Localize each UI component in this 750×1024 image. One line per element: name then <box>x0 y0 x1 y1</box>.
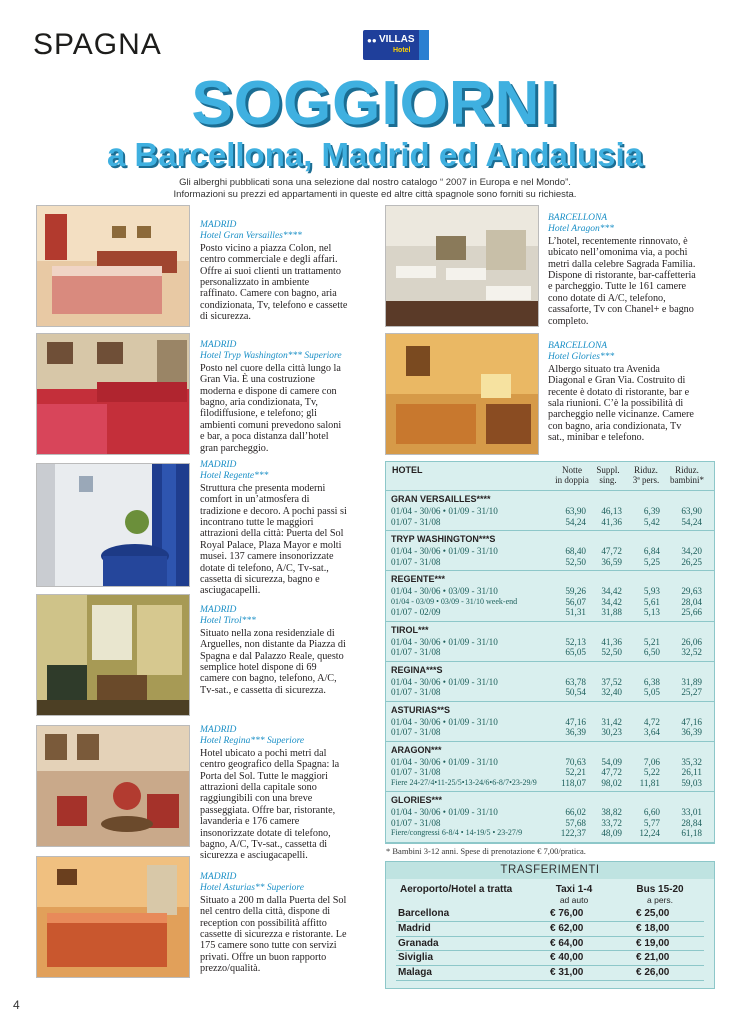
rate-period: 01/04 - 30/06 • 01/09 - 31/10 <box>391 807 498 817</box>
col-riduz3-label: Riduz. <box>634 465 658 475</box>
table-row <box>386 637 714 648</box>
page-number: 4 <box>13 998 20 1012</box>
col-route: Aeroporto/Hotel a tratta <box>400 884 513 895</box>
col-bus-label: Bus 15-20 <box>636 884 684 895</box>
hotel-city: BARCELLONA <box>548 341 608 351</box>
rate-period: 01/07 - 02/09 <box>391 607 441 617</box>
hotel-description: L’hotel, recentemente rinnovato, è ubicato nell’omonima via, a pochi metri dalla celebre Sagrada Familia. Dispone di ristorante, bar-caffetteria e parcheggio. Tutte le 161 camere cono dotate di A/C, telefono, cassaforte, Tv con Chanel+ e bagno completo. <box>548 235 696 327</box>
rate-notte: 51,31 <box>565 607 586 617</box>
transfer-taxi-price: € 40,00 <box>550 952 584 964</box>
rate-suppl: 46,13 <box>601 506 622 516</box>
rate-riduz-3: 3,64 <box>643 727 660 737</box>
rate-riduz-3: 6,39 <box>643 506 660 516</box>
rate-notte: 52,50 <box>565 556 586 567</box>
table-row <box>386 687 714 698</box>
rate-riduz-bambini: 31,89 <box>681 676 702 687</box>
rate-notte: 57,68 <box>565 817 586 828</box>
hotel-name: Hotel Aragon*** <box>548 224 615 235</box>
hotel-card-regina <box>200 725 348 862</box>
col-bus-sub: a pers. <box>647 895 673 905</box>
table-row <box>396 907 704 922</box>
rate-suppl: 34,42 <box>601 596 622 607</box>
rate-period: Fiere/congressi 6-8/4 • 14-19/5 • 23-27/9 <box>391 828 523 837</box>
rate-period: 01/04 - 30/06 • 01/09 - 31/10 <box>391 756 498 767</box>
rate-riduz-bambini: 54,24 <box>681 516 702 527</box>
rate-suppl: 54,09 <box>601 756 622 767</box>
col-riduz-3 <box>629 465 663 485</box>
hotel-photo-tirol <box>36 594 190 716</box>
table-row <box>386 778 714 789</box>
villas-hotel-logo <box>363 30 429 60</box>
logo-text: VILLAS <box>379 34 415 45</box>
hotel-name: Hotel Asturias** Superiore <box>200 883 304 894</box>
hotel-city: MADRID <box>200 605 237 615</box>
transfer-taxi-price: € 62,00 <box>550 922 584 934</box>
restaurant-image <box>386 206 538 326</box>
bedroom-image <box>37 334 189 454</box>
hotel-photo-glories <box>385 333 539 455</box>
table-row <box>386 717 714 728</box>
table-row <box>386 506 714 517</box>
rate-suppl: 34,42 <box>601 586 622 596</box>
hotel-description: Situato nella zona residenziale di Arguelles, non distante da Piazza di Spagna e dal Palazzo Reale, questo semplice hotel dispone di 69 camere con bagno, telefono, A/C, Tv-sat., e cassetta di sicurezza. <box>200 627 346 696</box>
rate-riduz-bambini: 26,11 <box>681 767 702 777</box>
rate-riduz-bambini: 26,25 <box>681 556 702 567</box>
hotel-description: Struttura che presenta moderni comfort in un’atmosfera di tradizione e decoro. A pochi passi si incontrano tutte le maggiori attrazioni della città: Puerta del Sol Royal Palace, Plaza Mayor e molti musei. 137 camere insonorizzate dotate di telefono, A/C, Tv-sat., cassetta di sicurezza, bagno e asciugacapelli. <box>200 482 347 597</box>
rate-riduz-bambini: 47,16 <box>681 716 702 727</box>
page-title: SOGGIORNI <box>191 69 559 138</box>
rate-group <box>386 662 714 702</box>
rate-notte: 65,05 <box>565 647 586 657</box>
rate-notte: 50,54 <box>565 687 586 697</box>
rate-riduz-3: 12,24 <box>639 828 660 838</box>
rate-riduz-3: 6,60 <box>643 807 660 817</box>
rate-notte: 54,24 <box>565 516 586 527</box>
rate-period: 01/07 - 31/08 <box>391 556 441 567</box>
rate-group-name: TRYP WASHINGTON***S <box>391 534 496 544</box>
lounge-image <box>37 726 189 846</box>
rate-suppl: 48,09 <box>601 828 622 838</box>
rate-riduz-3: 5,05 <box>643 687 660 697</box>
hotel-name: Hotel Gran Versailles**** <box>200 231 302 242</box>
rate-riduz-bambini: 25,66 <box>681 607 702 617</box>
hotel-photo-regina <box>36 725 190 847</box>
transfer-bus-price: € 18,00 <box>636 922 670 934</box>
col-notte-label: Notte <box>562 465 582 475</box>
rate-riduz-bambini: 26,06 <box>681 636 702 647</box>
rate-suppl: 37,52 <box>601 676 622 687</box>
rate-group <box>386 742 714 793</box>
rate-period: Fiere 24-27/4•11-25/5•13-24/6•6-8/7•23-29/9 <box>391 777 537 787</box>
table-row <box>386 557 714 568</box>
rate-riduz-3: 5,77 <box>643 817 660 828</box>
rate-riduz-3: 5,22 <box>643 767 660 777</box>
rate-riduz-bambini: 28,84 <box>681 817 702 828</box>
intro-line-1: Gli alberghi pubblicati sona una selezione dal nostro catalogo “ 2007 in Europa e nel Mondo”. <box>179 177 571 188</box>
hotel-name: Hotel Tirol*** <box>200 616 256 627</box>
hotel-description: Albergo situato tra Avenida Diagonal e Gran Via. Costruito di recente è dotato di ristorante, bar e sala riunioni. C’è la possibilità di parcheggio nelle vicinanze. Camere con bagno, aria condizionata, Tv sat., minibar e telefono. <box>548 363 694 444</box>
rate-notte: 59,26 <box>565 586 586 596</box>
rate-notte: 122,37 <box>560 828 586 838</box>
rate-notte: 47,16 <box>565 716 586 727</box>
transfer-city: Malaga <box>398 967 432 979</box>
col-riduz-bambini <box>666 465 708 485</box>
col-taxi-label: Taxi 1-4 <box>555 884 593 895</box>
hotel-card-tirol <box>200 605 348 696</box>
rate-riduz-bambini: 59,03 <box>681 777 702 788</box>
transfer-city: Barcellona <box>398 908 450 919</box>
table-row <box>396 922 704 937</box>
rate-period: 01/07 - 31/08 <box>391 516 441 527</box>
transfer-rows <box>386 907 714 981</box>
table-row <box>396 937 704 952</box>
transfers-table <box>385 861 715 989</box>
rate-riduz-3: 11,81 <box>639 777 660 788</box>
rate-riduz-bambini: 36,39 <box>681 727 702 737</box>
col-hotel: HOTEL <box>392 465 423 475</box>
rate-period: 01/04 - 30/06 • 01/09 - 31/10 <box>391 506 498 516</box>
rate-suppl: 47,72 <box>601 767 622 777</box>
rate-riduz-bambini: 35,32 <box>681 756 702 767</box>
rate-riduz-bambini: 33,01 <box>681 807 702 817</box>
hotel-card-gran-versailles <box>200 220 348 323</box>
rate-riduz-bambini: 28,04 <box>681 596 702 607</box>
hotel-city: MADRID <box>200 220 237 230</box>
table-row <box>386 546 714 557</box>
hotel-name: Hotel Tryp Washington*** Superiore <box>200 351 342 362</box>
rate-suppl: 36,59 <box>601 556 622 567</box>
hotel-card-glories <box>548 341 698 444</box>
hotel-description: Posto vicino a piazza Colon, nel centro commerciale e degli affari. Offre ai suoi clienti un trattamento personalizzato in ambiente raffinato. Camere con bagno, aria condizionata, Tv, telefono e cassette di sicurezza. <box>200 242 348 323</box>
rate-riduz-bambini: 61,18 <box>681 828 702 838</box>
rate-riduz-3: 6,38 <box>643 676 660 687</box>
rate-riduz-bambini: 29,63 <box>681 586 702 596</box>
rates-table <box>385 461 715 844</box>
table-row <box>386 586 714 597</box>
rate-riduz-bambini: 63,90 <box>681 506 702 516</box>
transfer-taxi-price: € 76,00 <box>550 908 584 919</box>
rate-group <box>386 702 714 742</box>
table-row <box>386 757 714 768</box>
rate-suppl: 41,36 <box>601 516 622 527</box>
rate-group-name: TIROL*** <box>391 624 429 635</box>
col-taxi <box>544 885 604 905</box>
rate-notte: 118,07 <box>561 777 586 788</box>
logo-h-mark <box>419 30 429 60</box>
col-taxi-sub: ad auto <box>559 895 589 905</box>
rate-suppl: 31,42 <box>601 716 622 727</box>
hotel-name: Hotel Regina*** Superiore <box>200 736 305 747</box>
hotel-card-asturias <box>200 872 348 975</box>
rate-riduz-3: 5,61 <box>643 596 660 607</box>
rate-period: 01/07 - 31/08 <box>391 767 441 777</box>
transfer-city: Madrid <box>398 922 431 934</box>
rate-notte: 36,39 <box>565 727 586 737</box>
hotel-city: BARCELLONA <box>548 213 608 223</box>
table-row <box>386 818 714 829</box>
transfer-bus-price: € 25,00 <box>636 908 670 919</box>
logo-dots-icon: ●● <box>367 36 377 45</box>
room-image <box>386 334 538 454</box>
rate-period: 01/07 - 31/08 <box>391 817 441 828</box>
rate-riduz-bambini: 25,27 <box>681 687 702 697</box>
rate-period: 01/04 - 30/06 • 03/09 - 31/10 <box>391 586 498 596</box>
rate-notte: 68,40 <box>565 546 586 556</box>
rate-riduz-3: 5,13 <box>643 607 660 617</box>
logo-subtext: Hotel <box>393 47 411 54</box>
rate-group-name: GRAN VERSAILLES**** <box>391 494 491 504</box>
hotel-city: MADRID <box>200 460 237 470</box>
hotel-name: Hotel Glories*** <box>548 352 615 363</box>
rate-suppl: 31,88 <box>601 607 622 617</box>
rate-riduz-3: 6,50 <box>643 647 660 657</box>
rates-table-header <box>386 462 714 491</box>
rate-group-name: ASTURIAS**S <box>391 704 451 715</box>
rate-riduz-3: 5,93 <box>643 586 660 596</box>
rate-suppl: 38,82 <box>601 807 622 817</box>
hotel-card-regente <box>200 460 348 597</box>
transfer-city: Siviglia <box>398 952 434 964</box>
hotel-description: Hotel ubicato a pochi metri dal centro geografico della Spagna: la Porta del Sol. Tutte le maggiori attrazioni della capitale sono raggiungibili con una breve passeggiata. Offre bar, ristorante, lavanderia e 176 camere insonorizzate dotate di telefono, bagno, A/C, Tv-sat., cassetta di sicurezza e asciugacapelli. <box>200 747 340 862</box>
rate-group <box>386 491 714 531</box>
intro-text <box>120 177 630 201</box>
rate-notte: 52,21 <box>565 767 586 777</box>
lobby-image <box>37 595 189 715</box>
rate-notte: 56,07 <box>565 596 586 607</box>
table-row <box>386 597 714 608</box>
rate-riduz-3: 4,72 <box>643 716 660 727</box>
table-row <box>386 607 714 618</box>
hotel-card-aragon <box>548 213 698 327</box>
table-row <box>386 677 714 688</box>
transfer-bus-price: € 19,00 <box>636 937 670 949</box>
rate-riduz-3: 6,84 <box>643 546 660 556</box>
col-notte <box>550 465 594 485</box>
rate-groups <box>386 491 714 843</box>
rate-riduz-3: 5,25 <box>643 556 660 567</box>
rate-suppl: 98,02 <box>601 777 622 788</box>
transfer-city: Granada <box>398 937 439 949</box>
rate-period: 01/07 - 31/08 <box>391 727 441 737</box>
country-heading: SPAGNA <box>33 28 162 61</box>
rate-riduz-3: 7,06 <box>643 756 660 767</box>
rate-riduz-3: 5,21 <box>643 636 660 647</box>
hotel-card-tryp-washington <box>200 340 348 454</box>
rate-notte: 66,02 <box>565 807 586 817</box>
table-row <box>386 517 714 528</box>
hotel-photo-regente <box>36 463 190 587</box>
intro-line-2: Informazioni su prezzi ed appartamenti in queste ed altre città spagnole sono forniti su richiesta. <box>173 189 577 200</box>
rate-suppl: 33,72 <box>601 817 622 828</box>
col-riduz3-sub: 3ª pers. <box>632 475 660 485</box>
transfers-header <box>386 879 714 907</box>
bedroom-image <box>37 857 189 977</box>
col-suppl <box>592 465 624 485</box>
col-suppl-sub: sing. <box>599 475 617 485</box>
table-row <box>386 647 714 658</box>
table-row <box>386 828 714 839</box>
rate-suppl: 32,40 <box>601 687 622 697</box>
hotel-photo-tryp-washington <box>36 333 190 455</box>
table-row <box>396 951 704 966</box>
hotel-city: MADRID <box>200 340 237 350</box>
rate-group-name: ARAGON*** <box>391 744 442 755</box>
hotel-photo-aragon <box>385 205 539 327</box>
hotel-name: Hotel Regente*** <box>200 471 269 482</box>
hotel-photo-gran-versailles <box>36 205 190 327</box>
transfer-taxi-price: € 31,00 <box>550 967 584 979</box>
col-suppl-label: Suppl. <box>596 465 620 475</box>
transfer-bus-price: € 26,00 <box>636 967 670 979</box>
rate-group <box>386 571 714 622</box>
rate-suppl: 41,36 <box>601 636 622 647</box>
transfers-title: TRASFERIMENTI <box>386 862 714 879</box>
rate-period: 01/07 - 31/08 <box>391 647 441 657</box>
page-subtitle: a Barcellona, Madrid ed Andalusia <box>106 136 644 173</box>
bedroom-image <box>37 206 189 326</box>
table-row <box>396 966 704 981</box>
hotel-photo-asturias <box>36 856 190 978</box>
rate-period: 01/04 - 30/06 • 01/09 - 31/10 <box>391 546 498 556</box>
hotel-city: MADRID <box>200 872 237 882</box>
rate-suppl: 30,23 <box>601 727 622 737</box>
rate-notte: 70,63 <box>565 756 586 767</box>
room-image <box>37 464 189 586</box>
table-row <box>386 767 714 778</box>
rate-suppl: 47,72 <box>601 546 622 556</box>
rate-period: 01/04 - 30/06 • 01/09 - 31/10 <box>391 676 498 687</box>
rate-period: 01/04 - 30/06 • 01/09 - 31/10 <box>391 636 498 647</box>
rate-period: 01/04 - 30/06 • 01/09 - 31/10 <box>391 716 498 727</box>
col-bus <box>630 885 690 905</box>
rate-period: 01/04 - 03/09 • 03/09 - 31/10 week-end <box>391 596 518 606</box>
col-riduzb-sub: bambini* <box>670 475 704 485</box>
hotel-description: Posto nel cuore della città lungo la Gran Via. È una costruzione moderna e dispone di camere con bagno, aria condizionata, Tv, filodiffusione, e telefono; gli ambienti comuni prevedono saloni e bar, a poca distanza dall’hotel gran parcheggio. <box>200 362 342 454</box>
rate-period: 01/07 - 31/08 <box>391 687 441 697</box>
rate-group <box>386 792 714 843</box>
rate-notte: 63,90 <box>565 506 586 516</box>
hotel-city: MADRID <box>200 725 237 735</box>
hotel-description: Situato a 200 m dalla Puerta del Sol nel centro della città, dispone di reception con possibilità affitto cassette di sicurezza e ristorante. Le 175 camere sono tutte con servizi privati. Offre un buon rapporto prezzo/qualità. <box>200 894 347 975</box>
rate-group-name: REGINA***S <box>391 664 443 675</box>
transfer-bus-price: € 21,00 <box>636 952 670 964</box>
rate-riduz-bambini: 32,52 <box>681 647 702 657</box>
table-row <box>386 727 714 738</box>
rate-notte: 63,78 <box>565 676 586 687</box>
rate-riduz-bambini: 34,20 <box>681 546 702 556</box>
col-riduzb-label: Riduz. <box>675 465 699 475</box>
rate-group <box>386 531 714 571</box>
rate-suppl: 52,50 <box>601 647 622 657</box>
rates-footnote: * Bambini 3-12 anni. Spese di prenotazione € 7,00/pratica. <box>386 846 586 856</box>
col-notte-sub: in doppia <box>555 475 589 485</box>
table-row <box>386 807 714 818</box>
rate-group <box>386 622 714 662</box>
rate-notte: 52,13 <box>565 636 586 647</box>
rate-group-name: REGENTE*** <box>391 574 446 584</box>
rate-group-name: GLORIES*** <box>391 795 443 805</box>
rate-riduz-3: 5,42 <box>643 516 660 527</box>
transfer-taxi-price: € 64,00 <box>550 937 584 949</box>
